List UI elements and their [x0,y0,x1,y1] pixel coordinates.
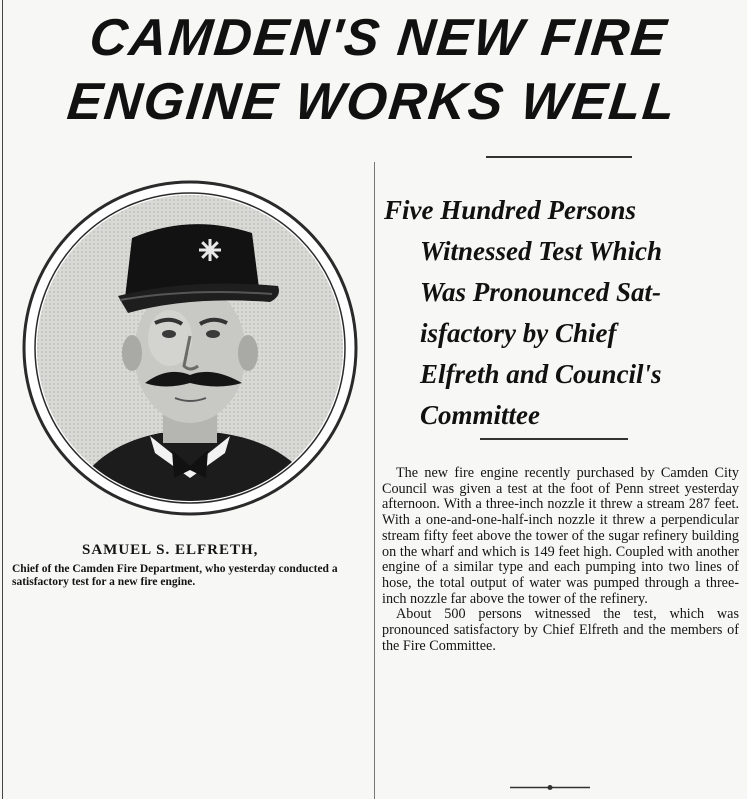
end-of-article-rule [510,784,590,791]
subhead-line-3: Was Pronounced Sat- [420,277,662,307]
article-body [382,466,739,654]
subhead-divider-rule [480,438,628,440]
headline [1,6,747,134]
subhead-line-1: Five Hundred Persons [384,195,637,225]
caption-name: SAMUEL S. ELFRETH, [82,542,259,558]
headline-divider-rule [486,156,632,158]
column-divider [374,162,375,799]
caption-text: Chief of the Camden Fire Department, who yesterday conducted a satisfactory test for a new fire engine. [12,563,338,588]
portrait-photo [20,178,360,518]
article-paragraph-2: About 500 persons witnessed the test, which was pronounced satisfactory by Chief Elfreth and the members of the Fire Committee. [382,606,739,654]
headline-line-2: ENGINE WORKS WELL [64,73,680,131]
subhead-line-6: Committee [420,400,540,430]
portrait-illustration [20,178,360,518]
subheadline [384,190,740,436]
subhead-line-5: Elfreth and Council's [420,359,662,389]
subhead-line-4: isfactory by Chief [420,318,617,348]
subhead-line-2: Witnessed Test Which [420,236,663,266]
article-paragraph-1: The new fire engine recently purchased by Camden City Council was given a test at the foot of Penn street yesterday afternoon. With a three-inch nozzle it threw a stream 287 feet. With a one-and-one-half-inch nozzle it threw a perpendicular stream fifty feet above the tower of the sugar refinery building on the wharf and which is 149 feet high. Coupled with another engine of a similar type and each pumping into two lines of hose, the total output of water was pumped through a three-inch nozzle far above the tower of the refinery. [382,465,739,607]
headline-line-1: CAMDEN'S NEW FIRE [86,9,671,67]
